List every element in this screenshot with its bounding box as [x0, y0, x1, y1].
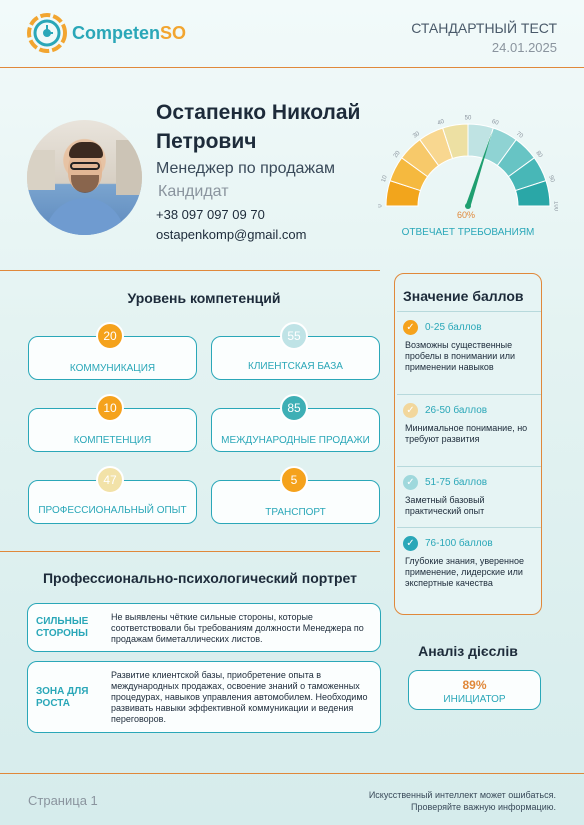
candidate-role: Кандидат	[158, 183, 229, 200]
divider	[397, 394, 541, 395]
divider	[0, 773, 584, 774]
gauge-hub	[465, 203, 471, 209]
logo	[27, 13, 186, 53]
competency-label: ТРАНСПОРТ	[265, 507, 326, 518]
divider	[0, 270, 380, 271]
competency-score: 5	[280, 466, 308, 494]
competency-score: 55	[280, 322, 308, 350]
gauge-tick-label: 80	[534, 150, 544, 160]
strengths-label: СИЛЬНЫЕ СТОРОНЫ	[36, 616, 89, 639]
check-icon: ✓	[403, 475, 418, 490]
check-icon: ✓	[403, 536, 418, 551]
score-gauge	[378, 114, 558, 214]
growth-label: ЗОНА ДЛЯ РОСТА	[36, 686, 89, 709]
verb-analysis-title: Аналіз дієслів	[418, 643, 518, 659]
scale-range: 26-50 баллов	[425, 405, 488, 416]
competency-score: 20	[96, 322, 124, 350]
header	[0, 0, 584, 68]
logo-text-accent: SO	[160, 22, 187, 43]
gauge-tick-label: 10	[380, 174, 389, 184]
growth-text: Развитие клиентской базы, приобретение опыта в международных продажах, освоение знаний о таможенных процедурах, навыков управления автомобилем. Необходимо развивать навыки эффективной коммуникации и ведения переговоров.	[111, 670, 368, 724]
candidate-position: Менеджер по продажам	[156, 160, 336, 177]
test-date: 24.01.2025	[491, 40, 557, 55]
competency-label: ПРОФЕССИОНАЛЬНЫЙ ОПЫТ	[38, 505, 187, 516]
candidate-name: Остапенко Николай Петрович	[156, 101, 361, 153]
gauge-status: ОТВЕЧАЕТ ТРЕБОВАНИЯМ	[401, 227, 535, 238]
candidate-email: ostapenkomp@gmail.com	[156, 227, 307, 242]
gauge-tick-label: 30	[412, 130, 422, 140]
gauge-tick-label: 20	[392, 150, 402, 160]
competency-score: 47	[96, 466, 124, 494]
scale-range: 76-100 баллов	[425, 538, 493, 549]
scale-description: Заметный базовый практический опыт	[405, 495, 485, 516]
score-scale-panel	[394, 273, 542, 615]
divider	[397, 527, 541, 528]
strengths-text: Не выявлены чёткие сильные стороны, которые соответствовали бы требованиям должности Менеджера по продажам биметаллических листов.	[111, 612, 364, 644]
divider	[0, 551, 380, 552]
disclaimer-line: Проверяйте важную информацию.	[411, 802, 556, 812]
candidate-phone: +38 097 097 09 70	[156, 207, 265, 222]
competency-label: КОММУНИКАЦИЯ	[69, 363, 156, 374]
gauge-tick-label: 50	[464, 115, 472, 122]
scale-range: 51-75 баллов	[425, 477, 488, 488]
competency-label: КОМПЕТЕНЦИЯ	[73, 435, 152, 446]
page-number: Страница 1	[28, 793, 98, 808]
scale-description: Возможны существенные пробелы в понимании или применении навыков	[405, 340, 516, 372]
verb-label: ИНИЦИАТОР	[443, 694, 506, 705]
candidate-photo	[27, 120, 142, 235]
test-name: СТАНДАРТНЫЙ ТЕСТ	[411, 20, 557, 36]
check-icon: ✓	[403, 403, 418, 418]
gauge-percent: 60%	[457, 210, 476, 220]
scale-description: Глубокие знания, уверенное применение, лидерские или экспертные качества	[405, 556, 524, 588]
competency-score: 85	[280, 394, 308, 422]
competency-label: МЕЖДУНАРОДНЫЕ ПРОДАЖИ	[221, 435, 370, 446]
gauge-tick-label: 90	[547, 174, 556, 184]
verb-analysis-card	[408, 670, 541, 710]
gauge-tick-label: 100	[552, 200, 558, 212]
logo-icon	[27, 13, 67, 53]
check-icon: ✓	[403, 320, 418, 335]
verb-percent: 89%	[462, 678, 487, 692]
portrait-title: Профессионально-психологический портрет	[42, 570, 358, 586]
scale-title: Значение баллов	[403, 288, 524, 304]
gauge-tick-label: 0	[378, 204, 384, 208]
divider	[397, 466, 541, 467]
divider	[397, 311, 541, 312]
strengths-card	[27, 603, 381, 652]
gauge-tick-label: 40	[436, 118, 446, 127]
scale-description: Минимальное понимание, но требуют развития	[405, 423, 528, 444]
ai-disclaimer	[369, 789, 556, 813]
scale-range: 0-25 баллов	[425, 322, 482, 333]
competencies-title: Уровень компетенций	[127, 290, 281, 306]
competency-label: КЛИЕНТСКАЯ БАЗА	[248, 361, 343, 372]
growth-card	[27, 661, 381, 733]
logo-text: Competen	[72, 22, 161, 43]
gauge-tick-label: 60	[490, 118, 500, 127]
competency-score: 10	[96, 394, 124, 422]
disclaimer-line: Искусственный интеллект может ошибаться.	[368, 790, 556, 800]
gauge-tick-label: 70	[514, 130, 524, 140]
